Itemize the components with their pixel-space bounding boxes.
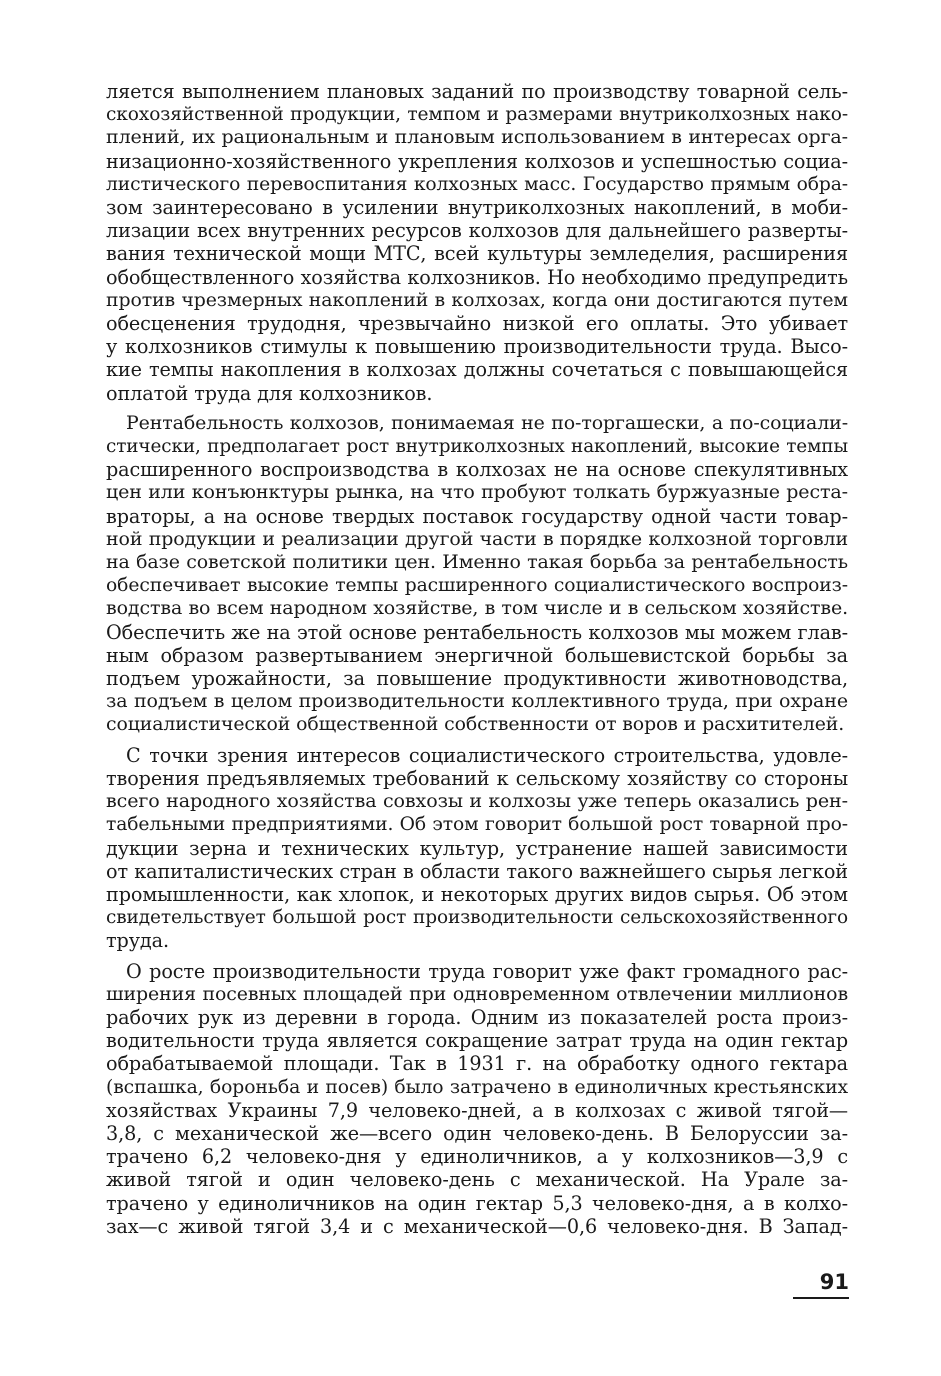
text-line: Обеспечить же на этой основе рентабельность колхозов мы можем глав- xyxy=(106,620,848,644)
text-line: ной продукции и реализации другой части в порядке колхозной торговли xyxy=(106,527,848,550)
text-line: скохозяйственной продукции, темпом и размерами внутриколхозных нако- xyxy=(106,104,848,126)
text-line: свидетельствует большой рост производительности сельскохозяйственного xyxy=(106,907,848,929)
text-line: обеспечивает высокие темпы расширенного социалистического воспроиз- xyxy=(106,575,848,597)
page-number: 91 xyxy=(819,1270,849,1294)
text-line: (вспашка, бороньба и посев) было затрачено в единоличных крестьянских xyxy=(106,1076,848,1098)
text-line: подъем урожайности, за повышение продуктивности животноводства, xyxy=(106,667,848,691)
text-line: плений, их рациональным и плановым использованием в интересах орга- xyxy=(106,126,848,149)
text-line: обрабатываемой площади. Так в 1931 г. на обработку одного гектара xyxy=(106,1052,848,1076)
text-line: ширения посевных площадей при одновременном отвлечении миллионов xyxy=(106,982,848,1005)
text-line: трачено у единоличников на один гектар 5,3 человеко-дня, а в колхо- xyxy=(106,1191,848,1215)
text-line: зом заинтересовано в усилении внутриколхозных накоплений, в моби- xyxy=(106,196,848,220)
text-line: на базе советской политики цен. Именно такая борьба за рентабельность xyxy=(106,551,848,574)
text-line: листического перевоспитания колхозных масс. Государство прямым обра- xyxy=(106,173,848,195)
text-line: лизации всех внутренних ресурсов колхозов для дальнейшего разверты- xyxy=(106,219,848,243)
text-line: враторы, а на основе твердых поставок государству одной части товар- xyxy=(106,504,848,528)
text-line: стически, предполагает рост внутриколхозных накоплений, высокие темпы xyxy=(106,436,848,458)
text-line: табельными предприятиями. Об этом говорит большой рост товарной про- xyxy=(106,814,848,836)
text-line: зах—с живой тягой 3,4 и с механической—0,6 человеко-дня. В Запад- xyxy=(106,1214,848,1238)
text-line: всего народного хозяйства совхозы и колхозы уже теперь оказались рен- xyxy=(106,790,848,813)
text-line: ным образом развертыванием энергичной большевистской борьбы за xyxy=(106,643,848,667)
text-line: водительности труда является сокращение затрат труда на один гектар xyxy=(106,1029,848,1053)
text-line: обесценения трудодня, чрезвычайно низкой его оплаты. Это убивает xyxy=(106,312,848,336)
text-line: низационно-хозяйственного укрепления колхозов и успешностью социа- xyxy=(106,149,848,173)
body-text xyxy=(106,80,848,1238)
text-line: оплатой труда для колхозников. xyxy=(106,381,433,405)
text-line: от капиталистических стран в области такого важнейшего сырья легкой xyxy=(106,859,848,883)
text-line: живой тягой и один человеко-день с механической. На Урале за- xyxy=(106,1168,848,1192)
paragraph xyxy=(106,80,848,405)
text-line: С точки зрения интересов социалистического строительства, удовле- xyxy=(126,743,848,767)
paragraph xyxy=(106,412,848,737)
text-line: водства во всем народном хозяйстве, в том числе и в сельском хозяйстве. xyxy=(106,597,848,620)
text-line: расширенного воспроизводства в колхозах не на основе спекулятивных xyxy=(106,458,848,482)
text-line: ляется выполнением плановых заданий по производству товарной сель- xyxy=(106,80,848,103)
text-line: хозяйствах Украины 7,9 человеко-дней, а в колхозах с живой тягой— xyxy=(106,1098,848,1122)
text-line: дукции зерна и технических культур, устранение нашей зависимости xyxy=(106,836,848,860)
text-line: 3,8, с механической же—всего один человеко-день. В Белоруссии за- xyxy=(106,1121,848,1145)
paragraph xyxy=(106,960,848,1238)
text-line: цен или конъюнктуры рынка, на что пробуют толкать буржуазные реста- xyxy=(106,481,848,504)
text-line: труда. xyxy=(106,929,169,953)
text-line: трачено 6,2 человеко-дня у единоличников, а у колхозников—3,9 с xyxy=(106,1145,848,1169)
text-line: за подъем в целом производительности коллективного труда, при охране xyxy=(106,690,848,713)
text-line: кие темпы накопления в колхозах должны сочетаться с повышающейся xyxy=(106,358,848,382)
page-number-rule xyxy=(793,1297,849,1299)
text-line: социалистической общественной собственности от воров и расхитителей. xyxy=(106,713,845,736)
text-line: рабочих рук из деревни в города. Одним из показателей роста произ- xyxy=(106,1005,848,1029)
text-line: против чрезмерных накоплений в колхозах, когда они достигаются путем xyxy=(106,288,848,311)
paragraph xyxy=(106,744,848,953)
text-line: промышленности, как хлопок, и некоторых других видов сырья. Об этом xyxy=(106,882,848,906)
text-line: обобществленного хозяйства колхозников. Но необходимо предупредить xyxy=(106,265,848,289)
text-line: О росте производительности труда говорит уже факт громадного рас- xyxy=(126,959,848,983)
text-line: творения предъявляемых требований к сельскому хозяйству со стороны xyxy=(106,766,848,790)
text-line: у колхозников стимулы к повышению производительности труда. Высо- xyxy=(106,335,848,359)
text-line: Рентабельность колхозов, понимаемая не по-торгашески, а по-социали- xyxy=(126,411,848,434)
text-line: вания технической мощи МТС, всей культуры земледелия, расширения xyxy=(106,242,848,266)
